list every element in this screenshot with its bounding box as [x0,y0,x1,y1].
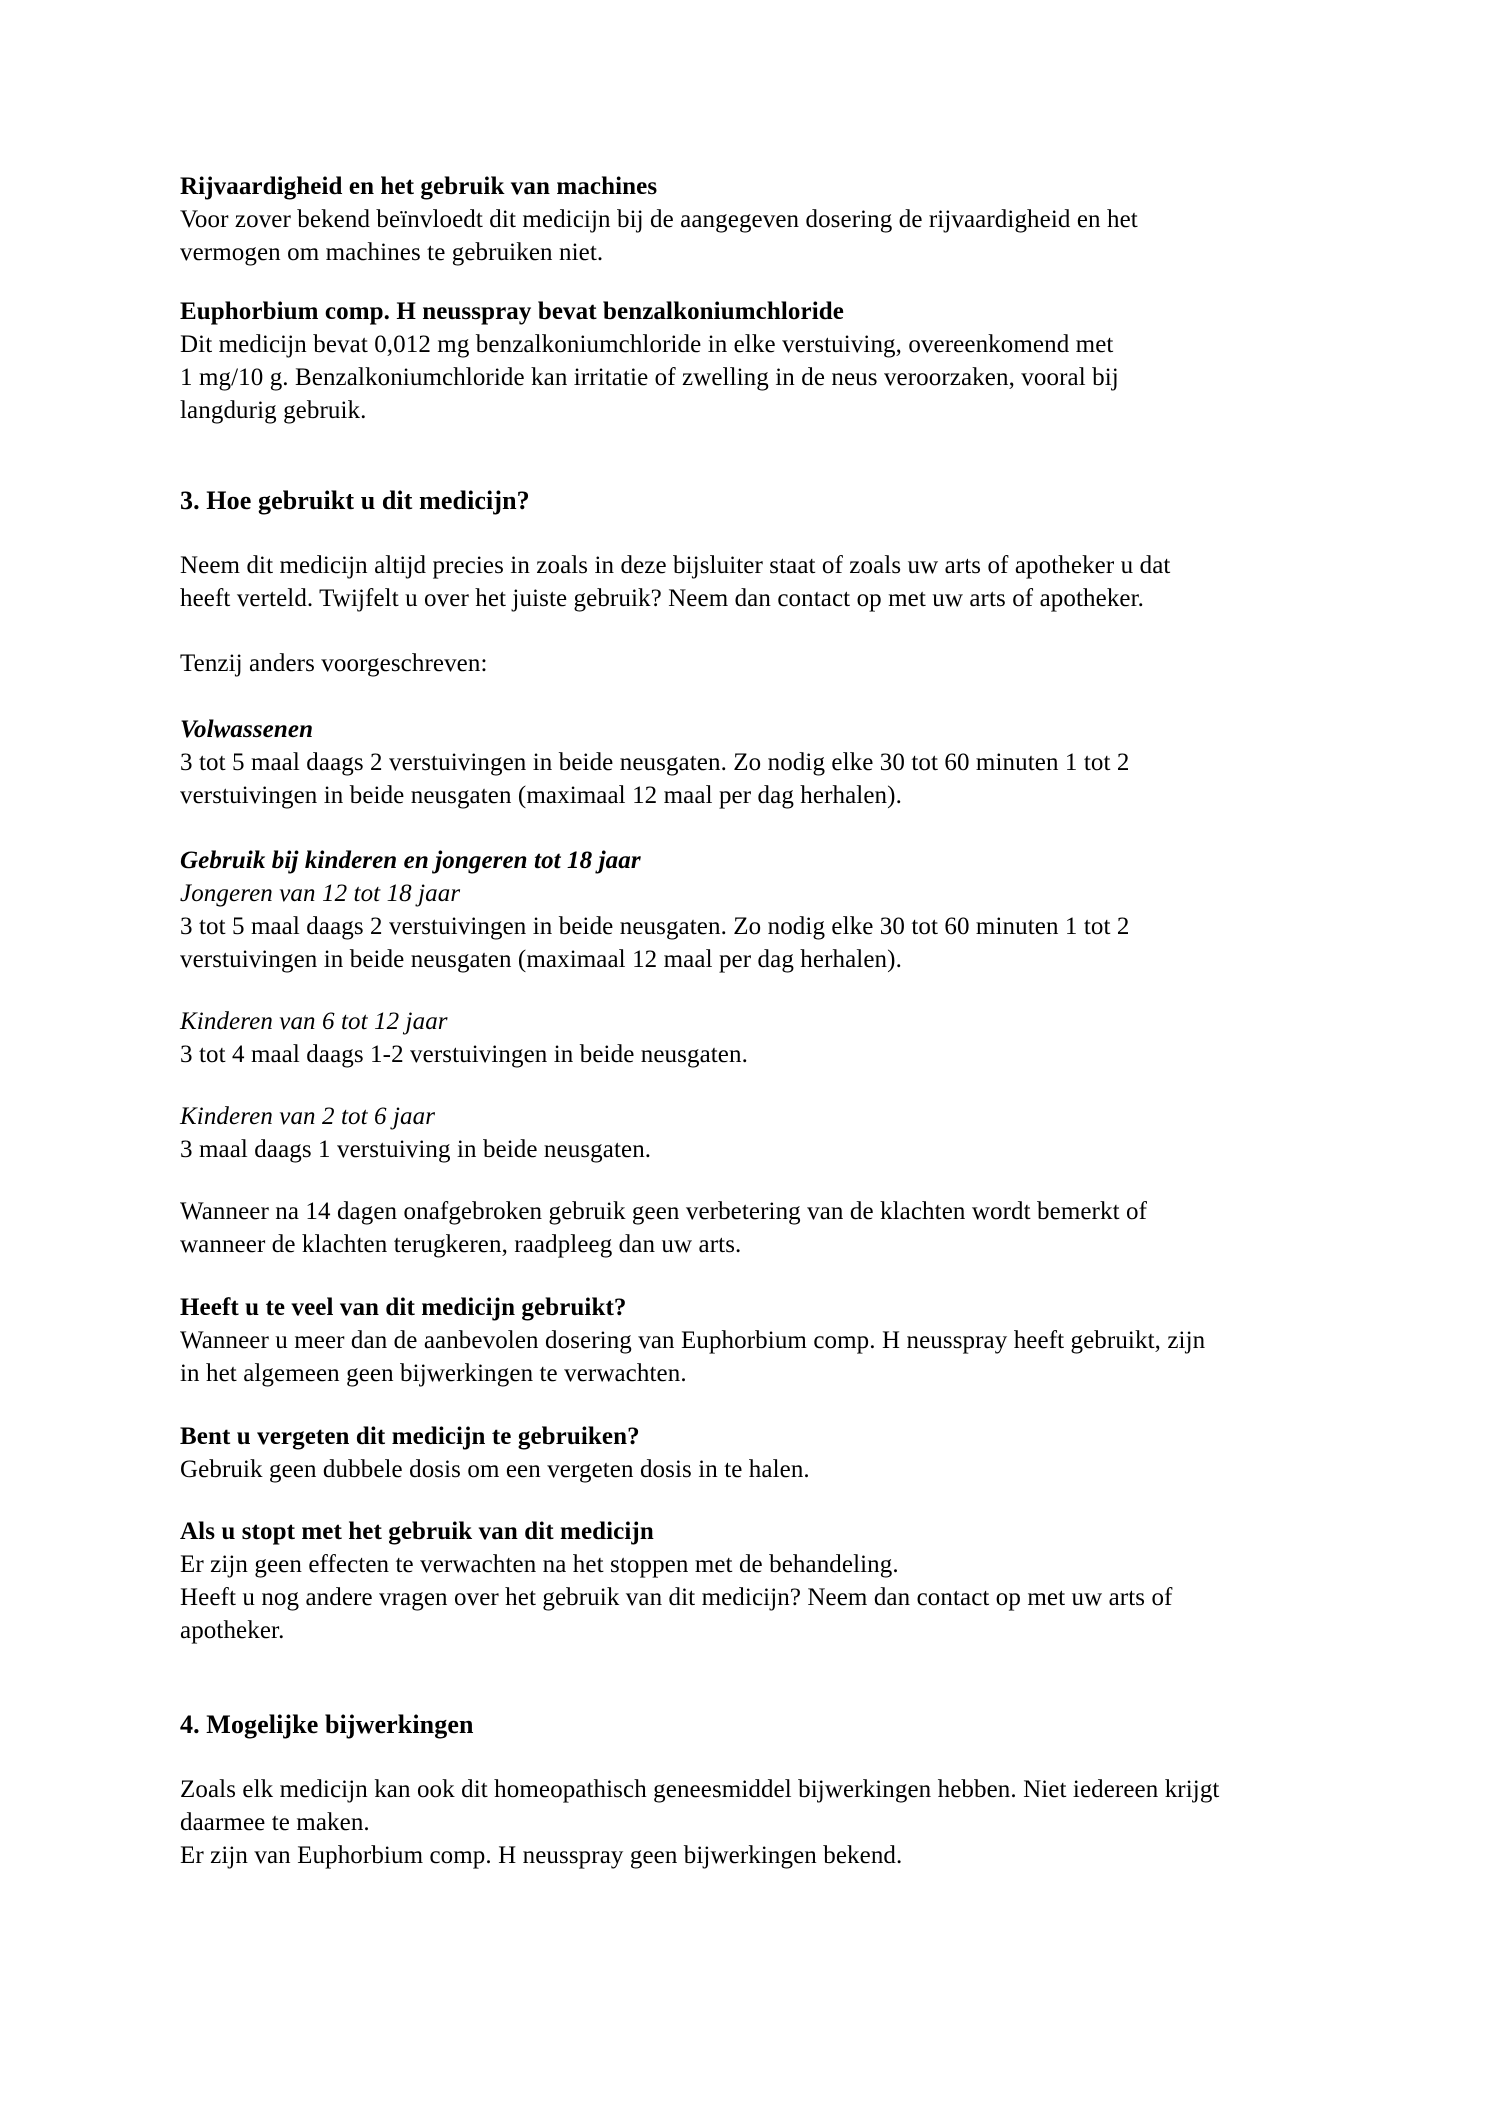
text-line: Neem dit medicijn altijd precies in zoals in deze bijsluiter staat of zoals uw arts of apotheker u dat [180,552,1171,579]
heading-rijvaardigheid [180,170,1314,203]
para-kinderen-2-6 [180,1133,1314,1166]
text-line: Wanneer u meer dan de aanbevolen dosering van Euphorbium comp. H neusspray heeft gebruikt, zijn [180,1327,1206,1354]
para-jongeren-12-18 [180,910,1314,976]
text-line: Kinderen van 2 tot 6 jaar [180,1103,436,1130]
text-line: Zoals elk medicijn kan ook dit homeopathisch geneesmiddel bijwerkingen hebben. Niet iedereen krijgt [180,1776,1220,1803]
text-line: 3 tot 5 maal daags 2 verstuivingen in beide neusgaten. Zo nodig elke 30 tot 60 minuten 1 tot 2 [180,749,1130,776]
para-als-u-stopt [180,1548,1314,1647]
para-benzalkoniumchloride [180,328,1314,427]
text-line: Tenzij anders voorgeschreven: [180,650,488,677]
text-line: Rijvaardigheid en het gebruik van machines [180,173,658,200]
heading-volwassenen [180,713,1314,746]
text-line: 3. Hoe gebruikt u dit medicijn? [180,486,530,515]
text-line: 4. Mogelijke bijwerkingen [180,1710,474,1739]
subheading-kinderen-6-12 [180,1005,1314,1038]
para-mogelijke-bijwerkingen [180,1773,1314,1872]
text-line: Jongeren van 12 tot 18 jaar [180,880,461,907]
text-line: Euphorbium comp. H neusspray bevat benzalkoniumchloride [180,298,844,325]
text-line: Voor zover bekend beïnvloedt dit medicijn bij de aangegeven dosering de rijvaardigheid en het [180,206,1138,233]
text-line: Dit medicijn bevat 0,012 mg benzalkoniumchloride in elke verstuiving, overeenkomend met [180,331,1114,358]
text-line: Kinderen van 6 tot 12 jaar [180,1008,448,1035]
text-line: daarmee te maken. [180,1809,370,1836]
text-line: 3 tot 5 maal daags 2 verstuivingen in beide neusgaten. Zo nodig elke 30 tot 60 minuten 1 tot 2 [180,913,1130,940]
heading-als-u-stopt [180,1515,1314,1548]
text-line: in het algemeen geen bijwerkingen te verwachten. [180,1360,687,1387]
text-line: 1 mg/10 g. Benzalkoniumchloride kan irritatie of zwelling in de neus veroorzaken, vooral bij [180,364,1119,391]
section-4-heading [180,1708,1314,1741]
text-line: 3 maal daags 1 verstuiving in beide neusgaten. [180,1136,652,1163]
document-content [180,170,1314,1872]
text-line: Gebruik geen dubbele dosis om een vergeten dosis in te halen. [180,1456,810,1483]
text-line: langdurig gebruik. [180,397,367,424]
text-line: Heeft u nog andere vragen over het gebruik van dit medicijn? Neem dan contact op met uw arts of [180,1584,1173,1611]
subheading-jongeren-12-18 [180,877,1314,910]
para-neem-dit-medicijn [180,549,1314,615]
text-line: vermogen om machines te gebruiken niet. [180,239,604,266]
text-line: Bent u vergeten dit medicijn te gebruiken? [180,1423,640,1450]
heading-vergeten [180,1420,1314,1453]
text-line: Heeft u te veel van dit medicijn gebruikt? [180,1294,627,1321]
text-line: Er zijn geen effecten te verwachten na het stoppen met de behandeling. [180,1551,899,1578]
para-vergeten [180,1453,1314,1486]
subheading-kinderen-2-6 [180,1100,1314,1133]
text-line: verstuivingen in beide neusgaten (maximaal 12 maal per dag herhalen). [180,782,902,809]
text-line: wanneer de klachten terugkeren, raadpleeg dan uw arts. [180,1231,742,1258]
text-line: Gebruik bij kinderen en jongeren tot 18 jaar [180,847,641,874]
para-te-veel-gebruikt [180,1324,1314,1390]
text-line: Wanneer na 14 dagen onafgebroken gebruik geen verbetering van de klachten wordt bemerkt of [180,1198,1148,1225]
heading-te-veel-gebruikt [180,1291,1314,1324]
para-tenzij-anders [180,647,1314,680]
para-kinderen-6-12 [180,1038,1314,1071]
text-line: apotheker. [180,1617,285,1644]
text-line: verstuivingen in beide neusgaten (maximaal 12 maal per dag herhalen). [180,946,902,973]
text-line: Volwassenen [180,716,314,743]
para-rijvaardigheid [180,203,1314,269]
text-line: heeft verteld. Twijfelt u over het juiste gebruik? Neem dan contact op met uw arts of apotheker. [180,585,1145,612]
para-volwassenen [180,746,1314,812]
text-line: 3 tot 4 maal daags 1-2 verstuivingen in beide neusgaten. [180,1041,748,1068]
heading-kinderen-en-jongeren [180,844,1314,877]
text-line: Er zijn van Euphorbium comp. H neusspray geen bijwerkingen bekend. [180,1842,903,1869]
heading-benzalkoniumchloride [180,295,1314,328]
text-line: Als u stopt met het gebruik van dit medicijn [180,1518,654,1545]
para-14-dagen [180,1195,1314,1261]
section-3-heading [180,484,1314,517]
